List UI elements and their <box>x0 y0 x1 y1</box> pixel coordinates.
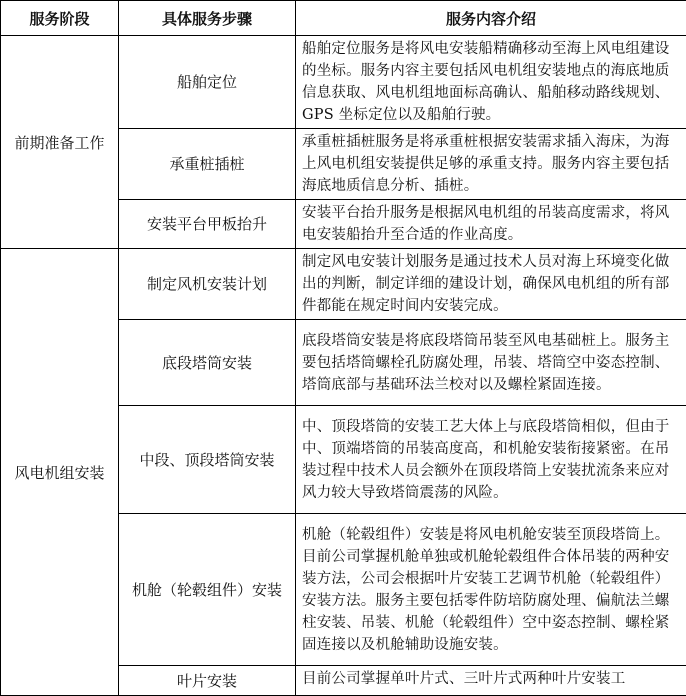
content-cell: 船舶定位服务是将风电安装船精确移动至海上风电组建设的坐标。服务内容主要包括风电机组安装地点的海底地质信息获取、风电机组地面标高确认、船舶移动路线规划、GPS 坐标定位以及船舶行驶。 <box>296 36 686 129</box>
content-cell: 制定风电安装计划服务是通过技术人员对海上环境变化做出的判断，制定详细的建设计划，确保风电机组的所有部件都能在规定时间内安装完成。 <box>296 249 686 320</box>
header-content: 服务内容介绍 <box>296 1 686 36</box>
step-cell: 安装平台甲板抬升 <box>119 200 296 249</box>
stage-prep: 前期准备工作 <box>1 36 119 249</box>
step-cell: 机舱（轮毂组件）安装 <box>119 514 296 666</box>
table-row <box>1 36 686 129</box>
header-step: 具体服务步骤 <box>119 1 296 36</box>
content-cell: 安装平台抬升服务是根据风电机组的吊装高度需求，将风电安装船抬升至合适的作业高度。 <box>296 200 686 249</box>
step-cell: 叶片安装 <box>119 666 296 696</box>
content-cell: 机舱（轮毂组件）安装是将风电机舱安装至顶段塔筒上。目前公司掌握机舱单独或机舱轮毂组件合体吊装的两种安装方法，公司会根据叶片安装工艺调节机舱（轮毂组件）安装方法。服务主要包括零件防培防腐处理、偏航法兰螺柱安装、吊装、机舱（轮毂组件）空中姿态控制、螺栓紧固连接以及机舱辅助设施安装。 <box>296 514 686 666</box>
step-cell: 制定风机安装计划 <box>119 249 296 320</box>
step-cell: 承重桩插桩 <box>119 129 296 200</box>
stage-install: 风电机组安装 <box>1 249 119 696</box>
content-cell: 底段塔筒安装是将底段塔筒吊装至风电基础桩上。服务主要包括塔筒螺栓孔防腐处理，吊装、塔筒空中姿态控制、塔筒底部与基础环法兰校对以及螺栓紧固连接。 <box>296 320 686 406</box>
step-cell: 船舶定位 <box>119 36 296 129</box>
content-cell: 中、顶段塔筒的安装工艺大体上与底段塔筒相似，但由于中、顶端塔筒的吊装高度高，和机舱安装衔接紧密。在吊装过程中技术人员会额外在顶段塔筒上安装扰流条来应对风力较大导致塔筒震荡的风险。 <box>296 406 686 514</box>
content-cell: 目前公司掌握单叶片式、三叶片式两种叶片安装工 <box>296 666 686 696</box>
table-row <box>1 249 686 320</box>
step-cell: 中段、顶段塔筒安装 <box>119 406 296 514</box>
content-cell: 承重桩插桩服务是将承重桩根据安装需求插入海床，为海上风电机组安装提供足够的承重支持。服务内容主要包括海底地质信息分析、插桩。 <box>296 129 686 200</box>
header-stage: 服务阶段 <box>1 1 119 36</box>
header-row <box>1 1 686 36</box>
step-cell: 底段塔筒安装 <box>119 320 296 406</box>
